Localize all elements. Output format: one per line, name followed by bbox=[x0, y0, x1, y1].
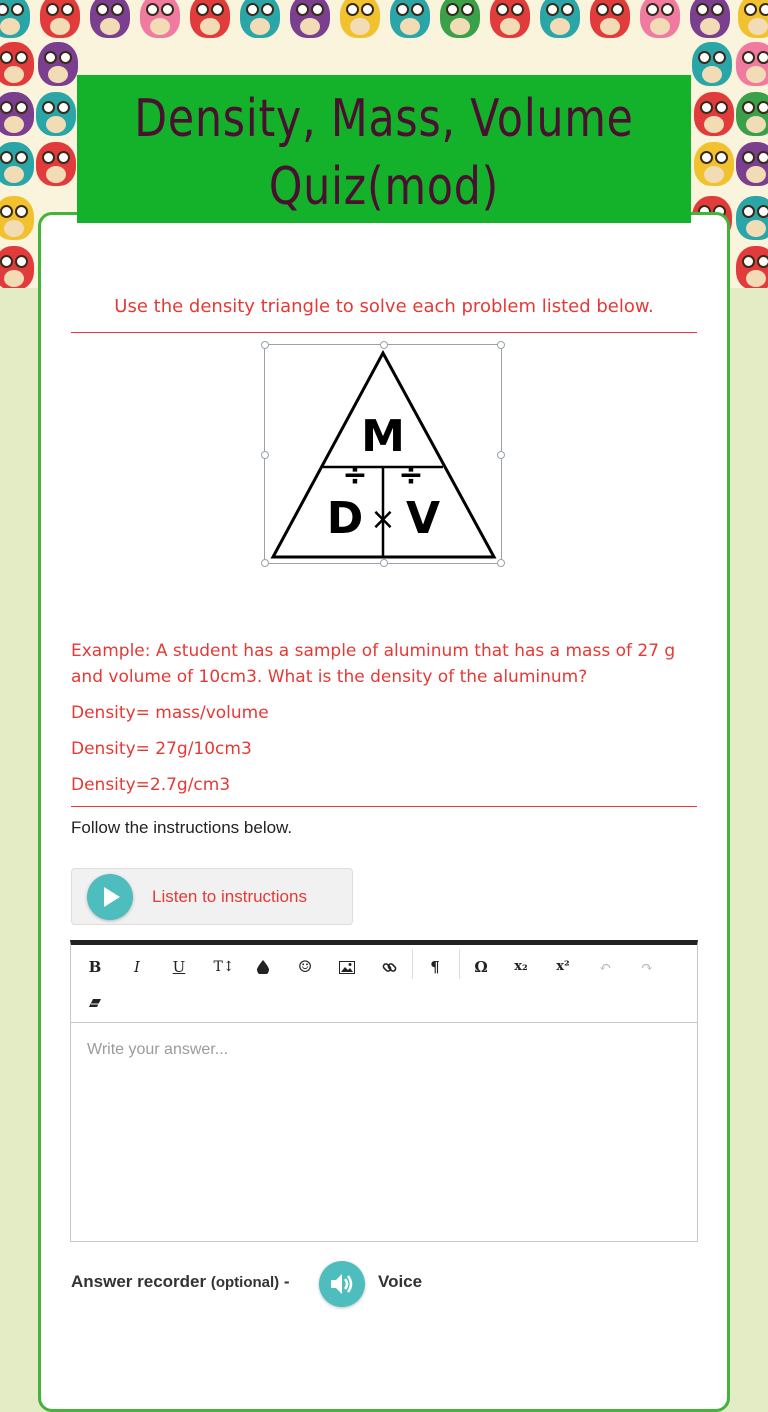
owl-decoration bbox=[36, 92, 76, 136]
triangle-diagram bbox=[265, 345, 501, 563]
owl-decoration bbox=[290, 0, 330, 38]
recorder-label-text: Answer recorder bbox=[71, 1272, 207, 1291]
answer-editor bbox=[70, 940, 698, 1242]
owl-decoration bbox=[540, 0, 580, 38]
voice-record-button[interactable] bbox=[319, 1261, 365, 1307]
divide-symbol: ÷ bbox=[398, 458, 424, 493]
paragraph-direction-button[interactable]: ¶ bbox=[430, 958, 440, 976]
superscript-button[interactable]: x² bbox=[556, 959, 570, 974]
example-line-2: and volume of 10cm3. What is the density of the aluminum? bbox=[71, 667, 588, 687]
owl-decoration bbox=[694, 142, 734, 186]
divider bbox=[71, 332, 697, 333]
owl-decoration bbox=[692, 42, 732, 86]
divide-symbol: ÷ bbox=[342, 458, 368, 493]
title-panel bbox=[77, 75, 691, 223]
resize-handle[interactable] bbox=[261, 451, 269, 459]
owl-decoration bbox=[90, 0, 130, 38]
owl-decoration bbox=[738, 0, 768, 38]
answer-recorder-label bbox=[71, 1272, 290, 1292]
owl-decoration bbox=[0, 142, 34, 186]
owl-decoration bbox=[736, 196, 768, 240]
toolbar-separator bbox=[459, 949, 460, 979]
owl-decoration bbox=[736, 92, 768, 136]
instruction-text: Use the density triangle to solve each problem listed below. bbox=[114, 296, 654, 317]
subscript-button[interactable]: x₂ bbox=[514, 959, 528, 974]
owl-decoration bbox=[36, 142, 76, 186]
owl-decoration bbox=[140, 0, 180, 38]
title-line-2: Quiz(mod) bbox=[268, 157, 500, 217]
owl-decoration bbox=[736, 142, 768, 186]
owl-decoration bbox=[640, 0, 680, 38]
resize-handle[interactable] bbox=[497, 559, 505, 567]
speaker-icon bbox=[319, 1261, 365, 1307]
recorder-dash: - bbox=[283, 1272, 290, 1291]
eraser-icon[interactable] bbox=[81, 989, 109, 1017]
text-size-dropdown[interactable]: T↕ bbox=[213, 959, 235, 975]
owl-decoration bbox=[0, 196, 34, 240]
owl-decoration bbox=[0, 0, 30, 38]
title-line-1: Density, Mass, Volume bbox=[134, 89, 634, 149]
link-icon[interactable] bbox=[375, 953, 403, 981]
resize-handle[interactable] bbox=[261, 341, 269, 349]
underline-button[interactable]: U bbox=[172, 958, 186, 976]
density-substitution: Density= 27g/10cm3 bbox=[71, 739, 252, 759]
resize-handle[interactable] bbox=[380, 341, 388, 349]
resize-handle[interactable] bbox=[497, 341, 505, 349]
divider bbox=[71, 806, 697, 807]
owl-decoration bbox=[0, 42, 34, 86]
emoji-icon[interactable]: ☺ bbox=[297, 957, 313, 976]
follow-instructions-text: Follow the instructions below. bbox=[71, 818, 293, 837]
play-icon[interactable] bbox=[87, 874, 133, 920]
owl-decoration bbox=[736, 246, 768, 288]
listen-label: Listen to instructions bbox=[152, 887, 307, 906]
voice-label: Voice bbox=[378, 1272, 423, 1291]
owl-decoration bbox=[240, 0, 280, 38]
image-icon[interactable] bbox=[333, 953, 361, 981]
resize-handle[interactable] bbox=[497, 451, 505, 459]
answer-input[interactable]: Write your answer... bbox=[87, 1041, 229, 1058]
resize-handle[interactable] bbox=[380, 559, 388, 567]
undo-button[interactable]: ↶ bbox=[598, 958, 612, 976]
density-triangle-image[interactable] bbox=[264, 344, 502, 564]
ink-drop-icon[interactable] bbox=[249, 953, 277, 981]
editor-toolbar bbox=[71, 945, 697, 1023]
density-formula: Density= mass/volume bbox=[71, 703, 269, 723]
owl-decoration bbox=[590, 0, 630, 38]
italic-button[interactable]: I bbox=[134, 958, 140, 976]
triangle-volume-label: V bbox=[405, 493, 441, 544]
redo-button[interactable]: ↷ bbox=[640, 958, 654, 976]
bold-button[interactable]: B bbox=[88, 958, 102, 976]
owl-decoration bbox=[736, 42, 768, 86]
owl-decoration bbox=[0, 246, 34, 288]
owl-decoration bbox=[340, 0, 380, 38]
owl-decoration bbox=[0, 92, 34, 136]
density-result: Density=2.7g/cm3 bbox=[71, 775, 231, 795]
multiply-symbol: × bbox=[370, 502, 396, 537]
triangle-density-label: D bbox=[326, 493, 364, 544]
owl-decoration bbox=[390, 0, 430, 38]
toolbar-separator bbox=[412, 949, 413, 979]
resize-handle[interactable] bbox=[261, 559, 269, 567]
recorder-optional-text: (optional) bbox=[210, 1274, 280, 1291]
owl-decoration bbox=[694, 92, 734, 136]
owl-decoration bbox=[190, 0, 230, 38]
listen-instructions-button[interactable] bbox=[71, 868, 353, 925]
triangle-mass-label: M bbox=[361, 411, 405, 462]
example-text bbox=[71, 638, 697, 690]
example-line-1: Example: A student has a sample of aluminum that has a mass of 27 g bbox=[71, 641, 676, 661]
page-title bbox=[132, 85, 635, 221]
owl-decoration bbox=[440, 0, 480, 38]
owl-decoration bbox=[40, 0, 80, 38]
owl-decoration bbox=[38, 42, 78, 86]
owl-decoration bbox=[690, 0, 730, 38]
owl-decoration bbox=[490, 0, 530, 38]
special-characters-button[interactable]: Ω bbox=[474, 958, 488, 976]
